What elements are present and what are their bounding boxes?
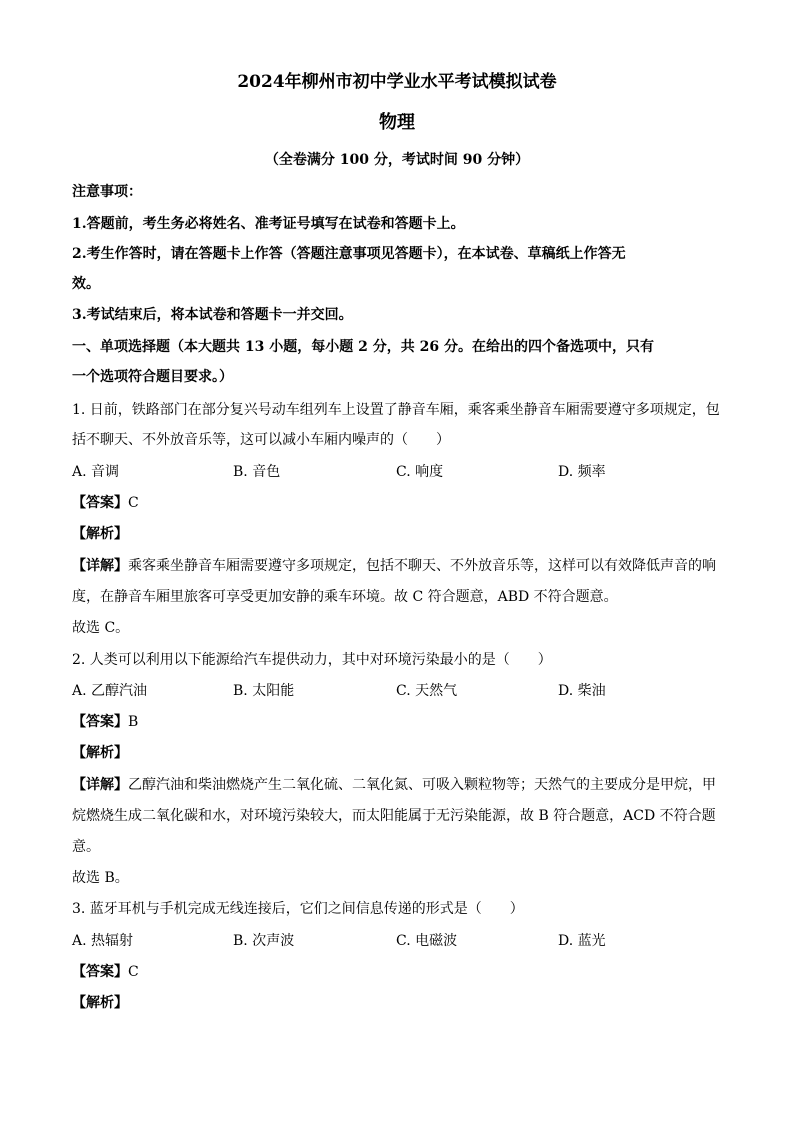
answer-tag: 【答案】 <box>72 495 128 511</box>
q2-option-a: A. 乙醇汽油 <box>72 683 148 699</box>
q2-detail <box>72 775 732 795</box>
subject-title: 物理 <box>379 112 415 133</box>
q2-detail-cont: 烷燃烧生成二氧化碳和水，对环境污染较大，而太阳能属于无污染能源，故 B 符合题意，ACD 不符合题 <box>72 808 716 824</box>
q3-stem: 3. 蓝牙耳机与手机完成无线连接后，它们之间信息传递的形式是（ ） <box>72 901 524 917</box>
q3-option-d: D. 蓝光 <box>558 933 606 949</box>
notice-item-1: 1.答题前，考生务必将姓名、准考证号填写在试卷和答题卡上。 <box>72 216 465 232</box>
q1-analysis-tag: 【解析】 <box>72 526 128 542</box>
exam-title: 2024年柳州市初中学业水平考试模拟试卷 <box>237 72 557 92</box>
q2-detail-cont-2: 意。 <box>72 839 100 855</box>
q1-option-a: A. 音调 <box>72 464 120 480</box>
q1-option-d: D. 频率 <box>558 464 606 480</box>
detail-tag: 【详解】 <box>72 558 128 574</box>
q3-option-b: B. 次声波 <box>233 933 295 949</box>
q1-answer <box>72 493 732 513</box>
answer-value: B <box>128 714 139 730</box>
section-heading-cont: 一个选项符合题目要求。） <box>72 369 233 385</box>
q1-stem: 1. 日前，铁路部门在部分复兴号动车组列车上设置了静音车厢，乘客乘坐静音车厢需要遵守多项规定，包 <box>72 402 720 418</box>
detail-tag: 【详解】 <box>72 777 128 793</box>
q2-conclusion: 故选 B。 <box>72 870 129 886</box>
q2-answer <box>72 712 732 732</box>
q1-detail <box>72 556 732 576</box>
q3-answer <box>72 962 732 982</box>
q3-option-c: C. 电磁波 <box>396 933 458 949</box>
q2-option-b: B. 太阳能 <box>233 683 295 699</box>
notice-item-3: 3.考试结束后，将本试卷和答题卡一并交回。 <box>72 307 353 323</box>
q1-conclusion: 故选 C。 <box>72 620 130 636</box>
q1-detail-cont: 度，在静音车厢里旅客可享受更加安静的乘车环境。故 C 符合题意，ABD 不符合题意。 <box>72 589 618 605</box>
q1-option-b: B. 音色 <box>233 464 281 480</box>
answer-value: C <box>128 495 139 511</box>
detail-text: 乘客乘坐静音车厢需要遵守多项规定，包括不聊天、不外放音乐等，这样可以有效降低声音的响 <box>128 558 716 574</box>
q1-option-c: C. 响度 <box>396 464 444 480</box>
answer-value: C <box>128 964 139 980</box>
answer-tag: 【答案】 <box>72 714 128 730</box>
q1-stem-cont: 括不聊天、不外放音乐等，这可以减小车厢内噪声的（ ） <box>72 432 450 448</box>
q3-analysis-tag: 【解析】 <box>72 995 128 1011</box>
q2-analysis-tag: 【解析】 <box>72 745 128 761</box>
detail-text: 乙醇汽油和柴油燃烧产生二氧化硫、二氧化氮、可吸入颗粒物等；天然气的主要成分是甲烷，甲 <box>128 777 716 793</box>
notice-heading: 注意事项： <box>72 184 142 200</box>
notice-item-2-cont: 效。 <box>72 276 100 292</box>
q2-option-d: D. 柴油 <box>558 683 606 699</box>
score-note: （全卷满分 100 分，考试时间 90 分钟） <box>264 152 530 168</box>
answer-tag: 【答案】 <box>72 964 128 980</box>
q2-option-c: C. 天然气 <box>396 683 458 699</box>
notice-item-2: 2.考生作答时，请在答题卡上作答（答题注意事项见答题卡），在本试卷、草稿纸上作答无 <box>72 246 626 262</box>
q2-stem: 2. 人类可以利用以下能源给汽车提供动力，其中对环境污染最小的是（ ） <box>72 652 552 668</box>
q3-option-a: A. 热辐射 <box>72 933 134 949</box>
section-heading: 一、单项选择题（本大题共 13 小题，每小题 2 分，共 26 分。在给出的四个备选项中，只有 <box>72 339 654 355</box>
